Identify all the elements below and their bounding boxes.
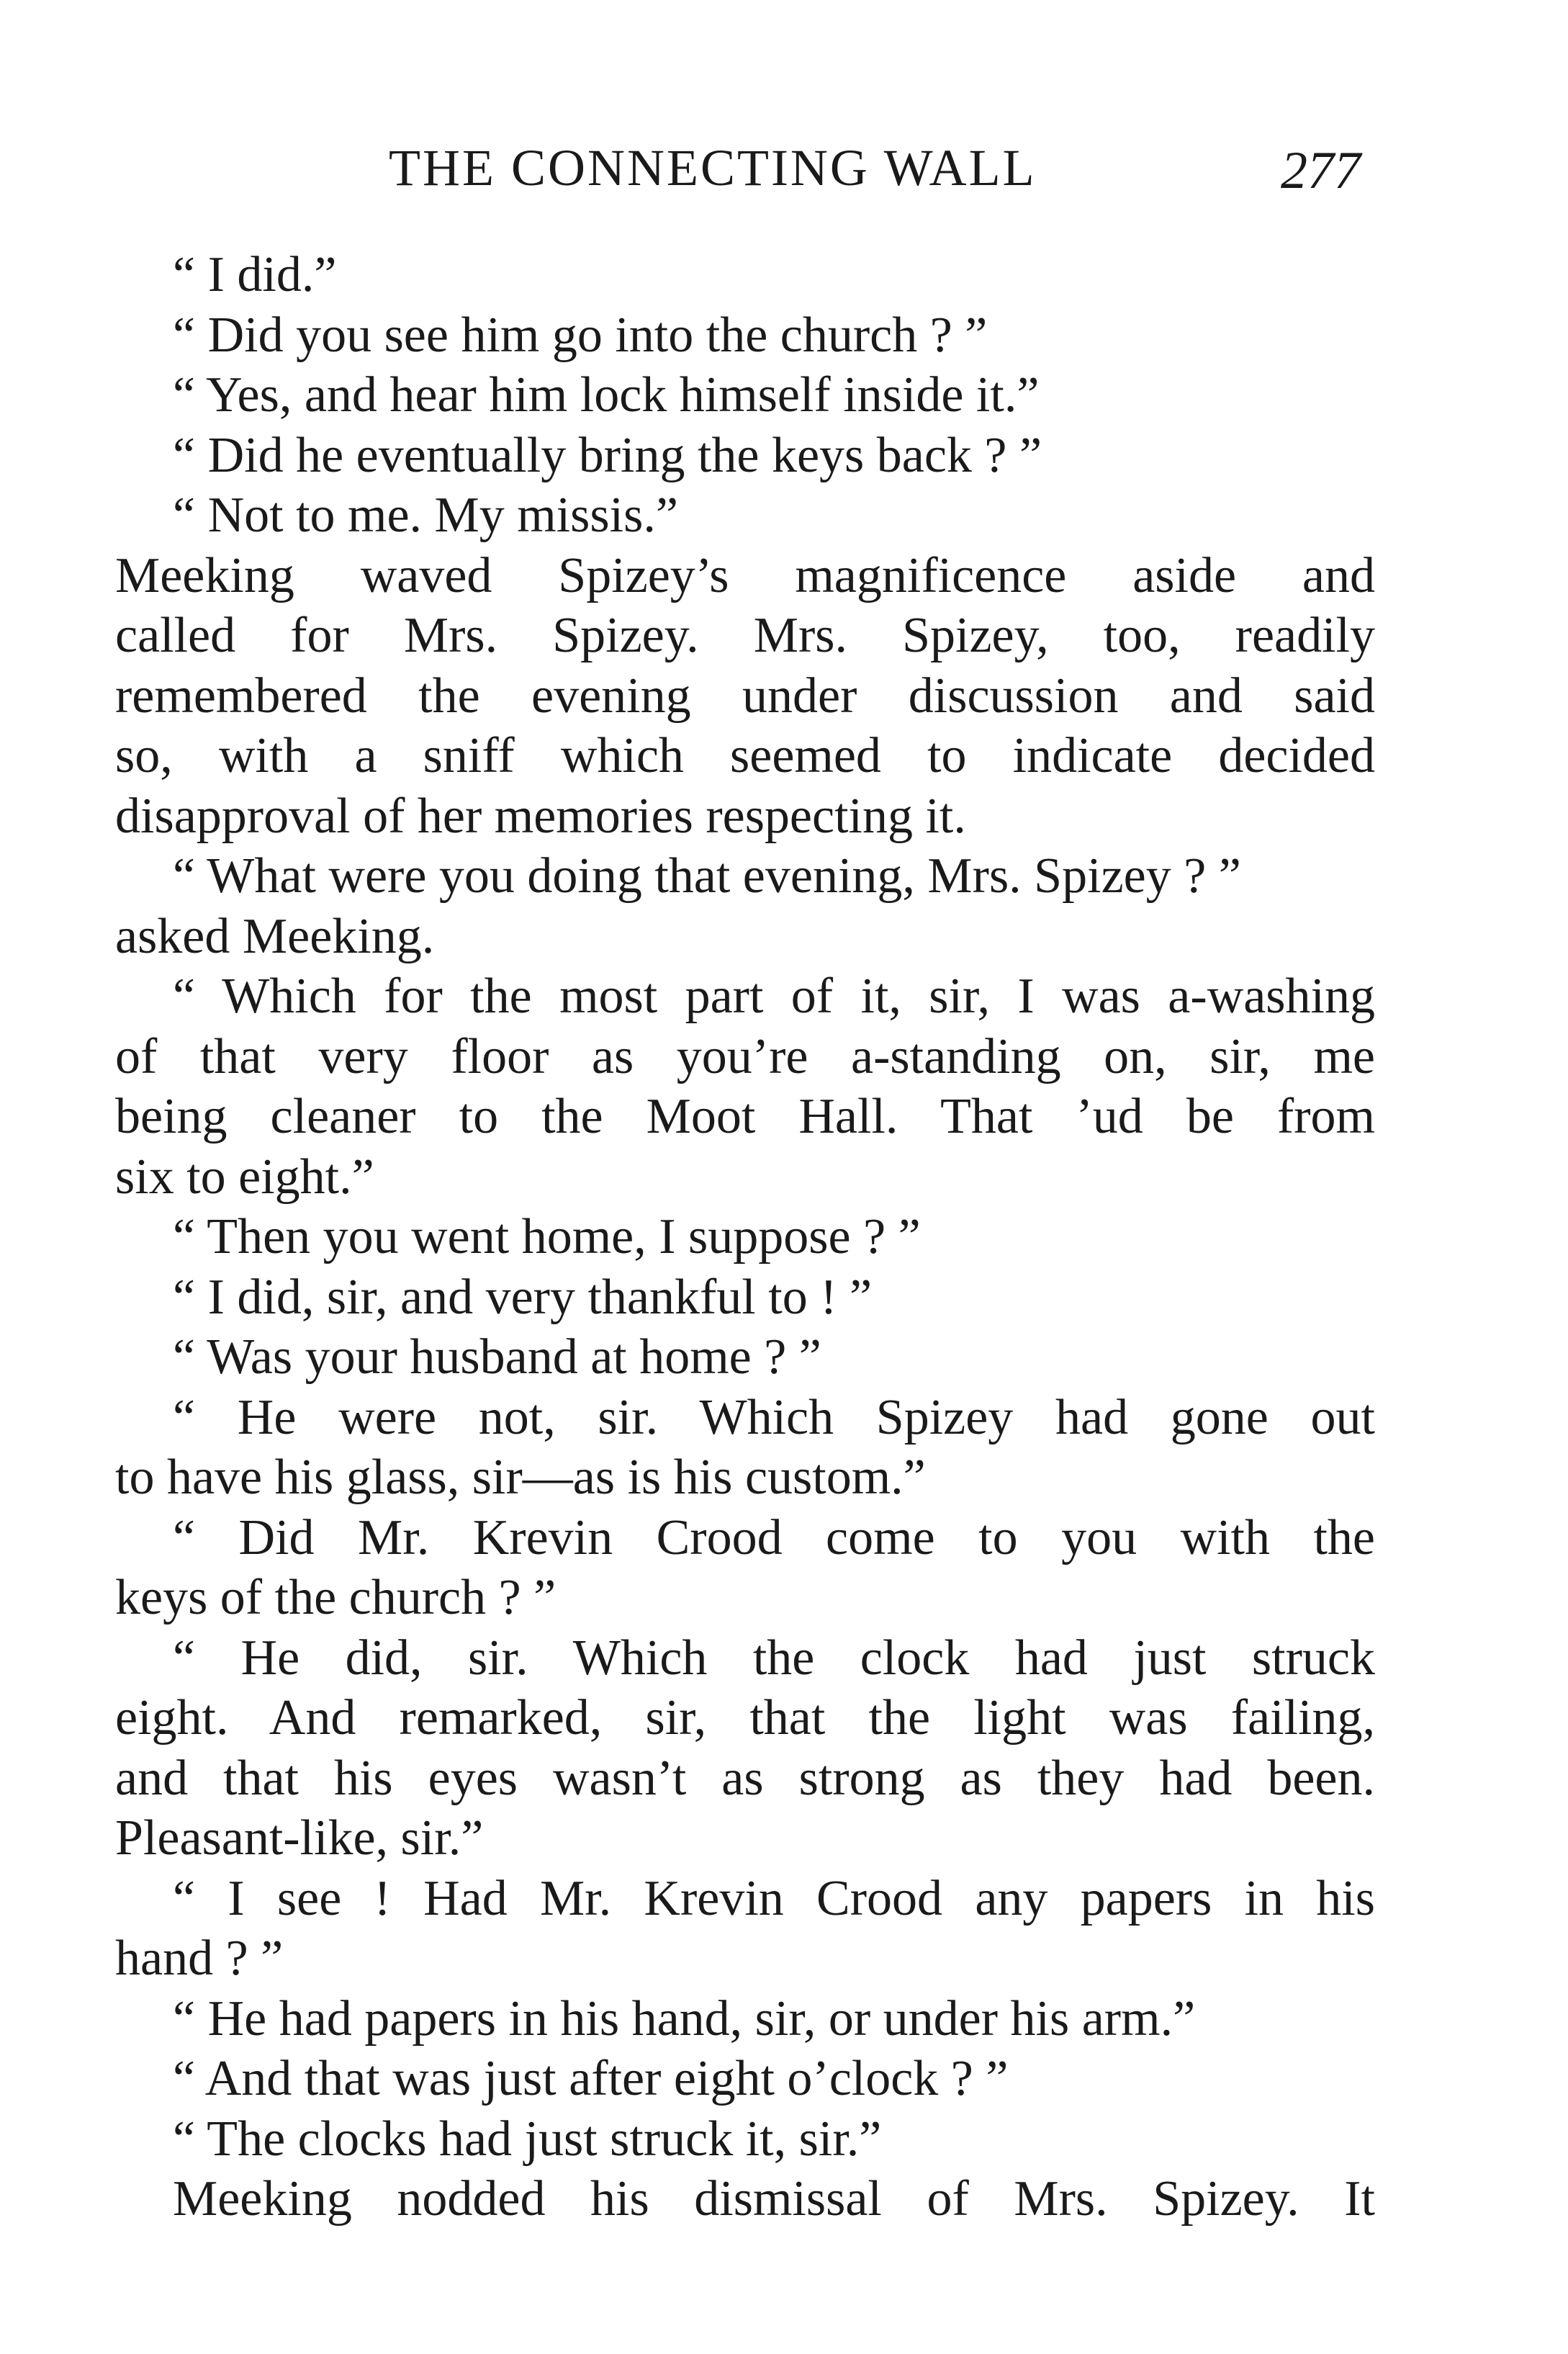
text-line: called for Mrs. Spizey. Mrs. Spizey, too, readily [115,608,1375,663]
text-line: “ Yes, and hear him lock himself inside it.” [173,367,1040,423]
text-line: “ Was your husband at home ? ” [173,1329,821,1385]
text-line: “ Which for the most part of it, sir, I was a-washing [173,969,1375,1024]
body-text [115,245,1375,2229]
text-line: to have his glass, sir—as is his custom.” [115,1450,926,1505]
text-line: so, with a sniff which seemed to indicate decided [115,728,1375,783]
text-line: “ He were not, sir. Which Spizey had gone out [173,1389,1375,1445]
text-line: “ Did he eventually bring the keys back ? ” [173,427,1042,483]
text-line: six to eight.” [115,1149,374,1205]
text-line: Meeking nodded his dismissal of Mrs. Spizey. It [173,2171,1375,2227]
text-line: “ He had papers in his hand, sir, or under his arm.” [173,1990,1196,2047]
text-line: “ I see ! Had Mr. Krevin Crood any papers in his [173,1870,1375,1926]
text-line: of that very floor as you’re a-standing on, sir, me [115,1028,1375,1084]
text-line: hand ? ” [115,1931,284,1986]
text-line: “ Did Mr. Krevin Crood come to you with the [173,1509,1375,1565]
text-line: eight. And remarked, sir, that the light was failing, [115,1690,1375,1746]
running-head-title: THE CONNECTING WALL [389,139,1037,197]
text-line: asked Meeking. [115,908,435,964]
text-line: “ I did.” [173,247,337,302]
text-line: “ He did, sir. Which the clock had just struck [173,1630,1375,1686]
running-head [115,135,1382,200]
text-line: “ The clocks had just struck it, sir.” [173,2111,882,2167]
text-line: “ Did you see him go into the church ? ” [173,307,988,363]
text-line: “ Not to me. My missis.” [173,488,678,543]
text-line: remembered the evening under discussion and said [115,668,1375,724]
text-line: disapproval of her memories respecting it. [115,788,966,844]
text-line: “ And that was just after eight o’clock ? ” [173,2051,1009,2106]
text-line: “ What were you doing that evening, Mrs. Spizey ? ” [173,848,1241,904]
text-line: keys of the church ? ” [115,1570,557,1625]
text-line: and that his eyes wasn’t as strong as they had been. [115,1750,1375,1806]
text-line: Pleasant-like, sir.” [115,1810,484,1866]
text-line: Meeking waved Spizey’s magnificence aside and [115,547,1375,603]
page-number: 277 [1281,141,1361,200]
text-line: “ I did, sir, and very thankful to ! ” [173,1269,873,1325]
text-line: being cleaner to the Moot Hall. That ’ud be from [115,1089,1375,1144]
text-line: “ Then you went home, I suppose ? ” [173,1209,921,1264]
